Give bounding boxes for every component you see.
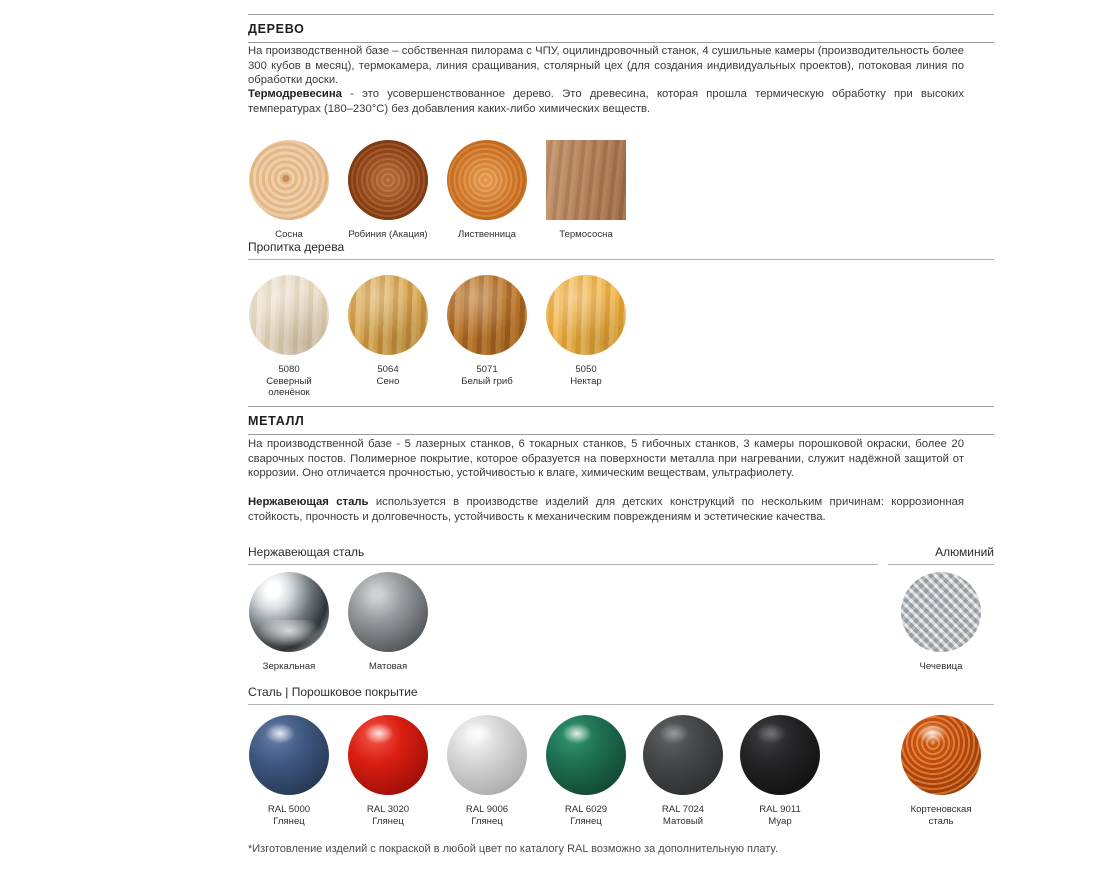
metal-paragraph-2-rest: используется в производстве изделий для детских конструкций по нескольким причинам: коррозионная стойкость, прочность и долговечность, устойчивость к механическим повреждениям и эстетические качества. [248,496,964,523]
stainless-swatch-matte[interactable] [333,572,443,673]
impregnation-label-5050 [531,364,641,387]
impregnation-name-5080: Северный [266,375,312,387]
metal-paragraph-2 [248,495,964,524]
powder-label-ral-9011 [725,804,835,827]
powder-label-ral-5000 [234,804,344,827]
stainless-header [248,545,878,565]
wood-sample-termososna-icon [546,140,626,220]
powder-sample-ral-6029-icon [546,715,626,795]
stainless-title: Нержавеющая сталь [248,545,365,559]
impregnation-name-5071: Белый гриб [461,375,513,387]
impregnation-title: Пропитка дерева [248,240,345,254]
powder-finish-ral-9011: Муар [768,815,792,827]
section-title-wood: ДЕРЕВО [248,22,305,36]
aluminium-swatch-chechevitsa[interactable] [886,572,996,673]
metal-paragraph-1: На производственной базе - 5 лазерных станков, 6 токарных станков, 5 гибочных станков, 3 камеры порошковой окраски, более 20 сварочных постов. Полимерное покрытие, которое образуется на поверхности металла при нагревании, служит надёжной защитой от коррозии. Оно отличается прочностью, устойчивостью к влаге, химическим веществам, ультрафиолету. [248,438,964,480]
wood-paragraph-1: На производственной базе – собственная пилорама с ЧПУ, оцилиндровочный станок, 4 сушильные камеры (производительность более 300 кубов в месяц), термокамера, линия сращивания, столярный цех (для создания индивидуальных проектов), потоковая линия по обработки доски. [248,45,964,87]
metal-paragraph-2-lead: Нержавеющая сталь [248,496,369,508]
powder-code-ral-6029: RAL 6029 [564,804,608,815]
impregnation-code-5050: 5050 [575,364,597,375]
wood-sample-sosna-icon [249,140,329,220]
powder-swatch-ral-7024[interactable] [628,715,738,827]
impregnation-swatch-5080[interactable] [234,275,344,399]
wood-swatch-termososna[interactable] [531,140,641,241]
powder-sample-ral-7024-icon [643,715,723,795]
powder-code-ral-3020: RAL 3020 [366,804,410,815]
impregnation-sample-5080-icon [249,275,329,355]
wood-paragraph-2-rest: - это усовершенствованное дерево. Это древесина, которая прошла термическую обработку при высоких температурах (180–230°С) без добавления каких-либо химических веществ. [248,88,964,115]
powder-label-ral-9006 [432,804,542,827]
impregnation-name-5050: Нектар [570,375,602,387]
divider-powder [248,704,994,705]
impregnation-sample-5071-icon [447,275,527,355]
wood-paragraph-2 [248,87,964,116]
divider-bottom-metal [248,434,994,435]
powder-swatch-ral-9006[interactable] [432,715,542,827]
powder-label-ral-3020 [333,804,443,827]
impregnation-swatch-5071[interactable] [432,275,542,387]
powder-finish-ral-5000: Глянец [273,815,305,827]
wood-swatch-robinia[interactable] [333,140,443,241]
wood-sample-robinia-icon [348,140,428,220]
aluminium-header [888,545,994,565]
wood-swatch-sosna[interactable] [234,140,344,241]
powder-code-korten: Кортеновская [910,804,972,815]
powder-code-ral-9011: RAL 9011 [759,804,801,815]
powder-code-ral-5000: RAL 5000 [267,804,311,815]
footnote: *Изготовление изделий с покраской в любой цвет по каталогу RAL возможно за дополнительную плату. [248,843,778,855]
section-title-metal: МЕТАЛЛ [248,414,305,428]
powder-sample-ral-9006-icon [447,715,527,795]
powder-swatch-ral-3020[interactable] [333,715,443,827]
stainless-swatch-mirror[interactable] [234,572,344,673]
wood-sample-listvennitsa-icon [447,140,527,220]
powder-swatch-ral-6029[interactable] [531,715,641,827]
wood-label-listvennitsa: Лиственница [458,229,516,240]
stainless-sample-matte-icon [348,572,428,652]
wood-paragraph-2-lead: Термодревесина [248,88,342,100]
powder-finish-korten: сталь [928,815,954,827]
impregnation-name2-5080: оленёнок [268,387,310,398]
powder-swatch-ral-5000[interactable] [234,715,344,827]
aluminium-sample-chechevitsa-icon [901,572,981,652]
powder-sample-ral-9011-icon [740,715,820,795]
impregnation-sample-5064-icon [348,275,428,355]
powder-sample-korten-icon [901,715,981,795]
impregnation-label-5071 [432,364,542,387]
powder-sample-ral-3020-icon [348,715,428,795]
powder-finish-ral-7024: Матовый [662,815,704,827]
section-header-wood [248,14,994,43]
divider-aluminium [888,564,994,565]
impregnation-code-5080: 5080 [278,364,300,375]
stainless-sample-mirror-icon [249,572,329,652]
powder-swatch-ral-9011[interactable] [725,715,835,827]
impregnation-code-5071: 5071 [476,364,498,375]
impregnation-swatch-5050[interactable] [531,275,641,387]
powder-finish-ral-9006: Глянец [471,815,503,827]
powder-label-korten [886,804,996,827]
aluminium-title: Алюминий [935,545,994,559]
powder-sample-ral-5000-icon [249,715,329,795]
divider-stainless [248,564,878,565]
powder-label-ral-7024 [628,804,738,827]
powder-code-ral-7024: RAL 7024 [661,804,705,815]
divider-bottom-wood [248,42,994,43]
impregnation-header [248,240,994,260]
wood-label-sosna: Сосна [275,229,303,240]
stainless-label-mirror: Зеркальная [262,661,316,672]
wood-swatch-listvennitsa[interactable] [432,140,542,241]
powder-swatch-korten[interactable] [886,715,996,827]
impregnation-sample-5050-icon [546,275,626,355]
divider-impregnation [248,259,994,260]
impregnation-label-5080 [234,364,344,399]
powder-header [248,685,994,705]
section-header-metal [248,406,994,435]
powder-label-ral-6029 [531,804,641,827]
aluminium-label-chechevitsa: Чечевица [919,661,963,672]
impregnation-label-5064 [333,364,443,387]
stainless-label-matte: Матовая [368,661,408,672]
impregnation-name-5064: Сено [376,375,400,387]
impregnation-swatch-5064[interactable] [333,275,443,387]
wood-label-termososna: Термососна [559,229,613,240]
wood-label-robinia: Робиния (Акация) [348,229,428,240]
powder-finish-ral-6029: Глянец [570,815,602,827]
powder-finish-ral-3020: Глянец [372,815,404,827]
powder-code-ral-9006: RAL 9006 [465,804,509,815]
powder-title: Сталь | Порошковое покрытие [248,685,418,699]
impregnation-code-5064: 5064 [377,364,399,375]
